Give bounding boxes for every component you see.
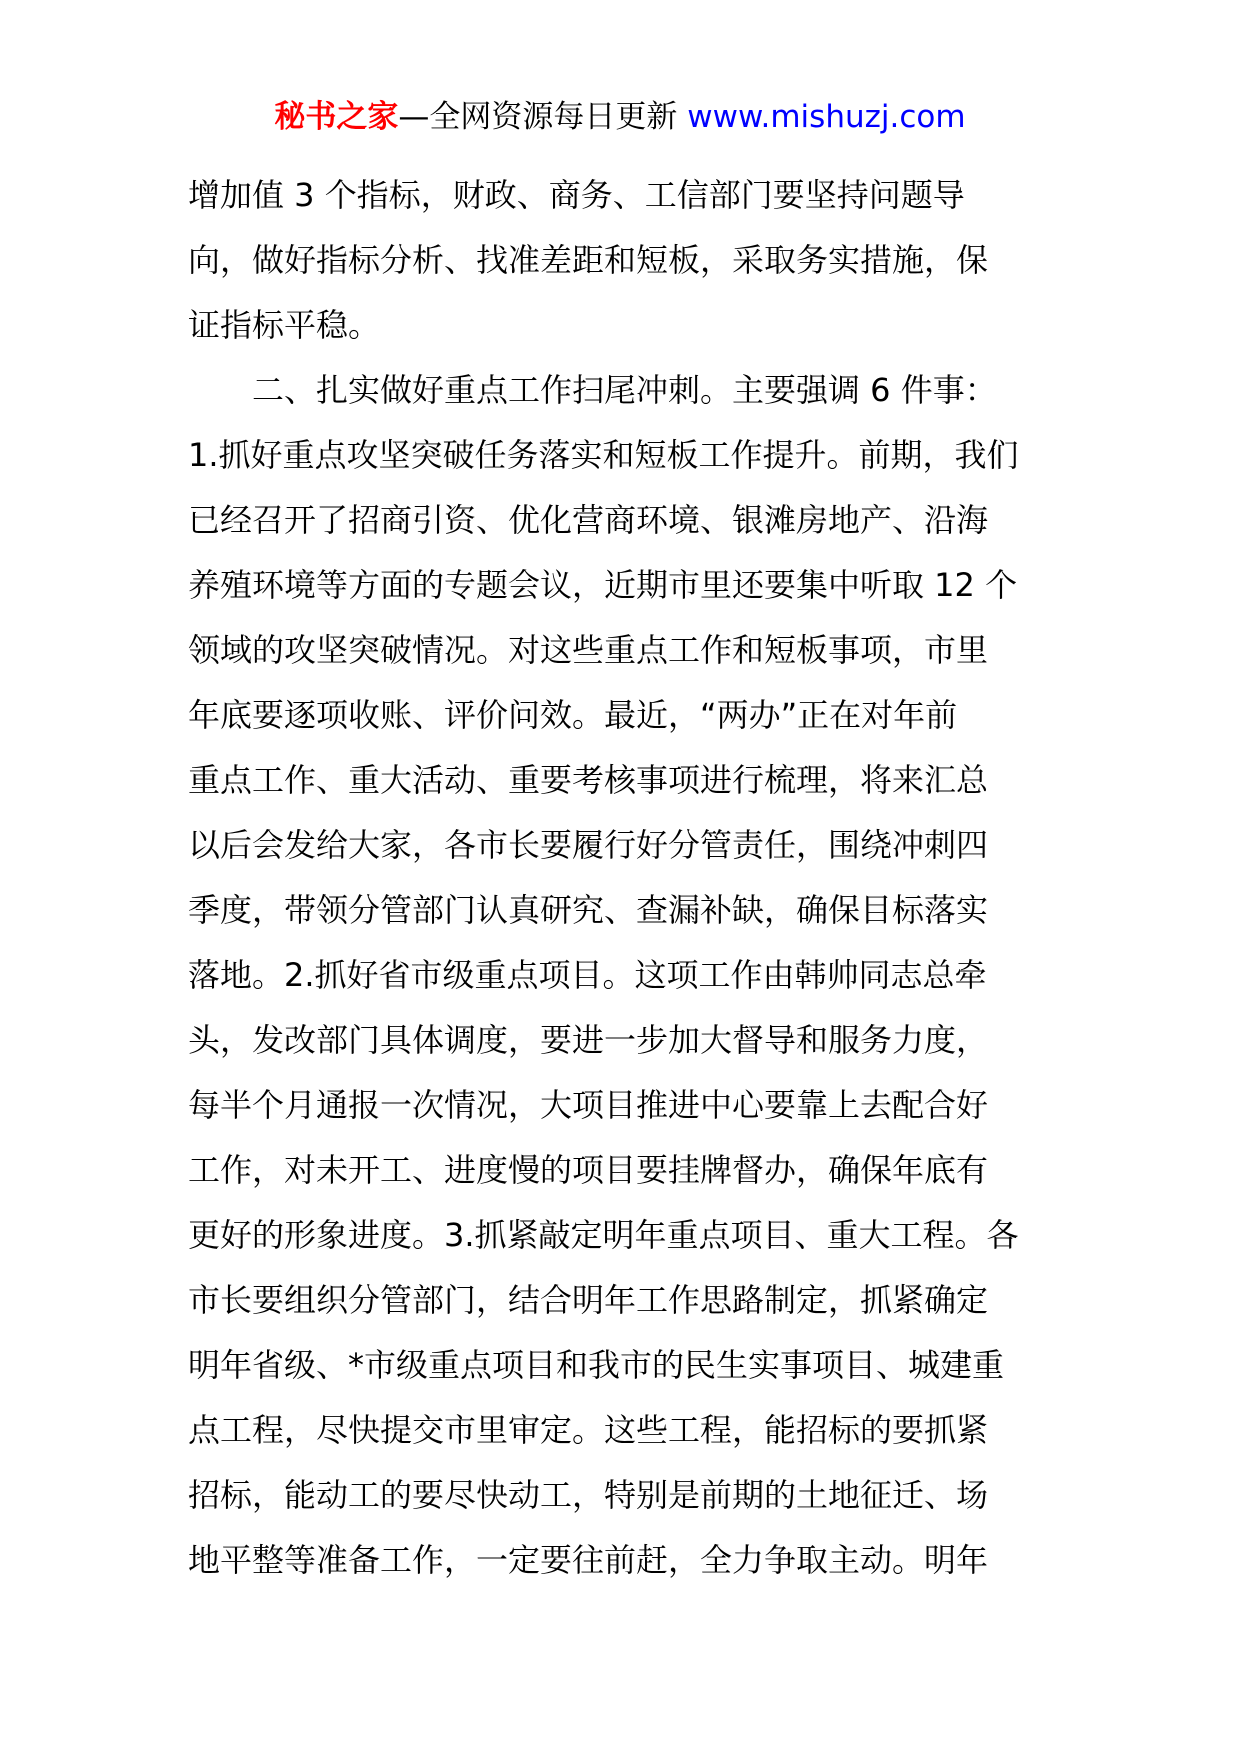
text-line: 落地。2.抓好省市级重点项目。这项工作由韩帅同志总牵 [188, 956, 987, 994]
text-line: 年底要逐项收账、评价问效。最近，“两办”正在对年前 [188, 696, 958, 734]
text-line: 领域的攻坚突破情况。对这些重点工作和短板事项，市里 [188, 631, 989, 669]
text-line: 每半个月通报一次情况，大项目推进中心要靠上去配合好 [188, 1086, 989, 1124]
text-line: 向，做好指标分析、找准差距和短板，采取务实措施，保 [188, 241, 989, 279]
text-line: 重点工作、重大活动、重要考核事项进行梳理，将来汇总 [188, 761, 989, 799]
text-line: 招标，能动工的要尽快动工，特别是前期的土地征迁、场 [188, 1476, 989, 1514]
text-line: 证指标平稳。 [188, 306, 381, 344]
text-line: 增加值 3 个指标，财政、商务、工信部门要坚持问题导 [188, 176, 965, 214]
text-line: 更好的形象进度。3.抓紧敲定明年重点项目、重大工程。各 [188, 1216, 1019, 1254]
header-tagline: —全网资源每日更新 [398, 99, 688, 135]
text-line: 已经召开了招商引资、优化营商环境、银滩房地产、沿海 [188, 501, 989, 539]
text-line: 头，发改部门具体调度，要进一步加大督导和服务力度， [188, 1021, 989, 1059]
text-line: 工作，对未开工、进度慢的项目要挂牌督办，确保年底有 [188, 1151, 989, 1189]
text-line: 季度，带领分管部门认真研究、查漏补缺，确保目标落实 [188, 891, 989, 929]
website-link[interactable]: www.mishuzj.com [687, 99, 966, 135]
text-line: 明年省级、*市级重点项目和我市的民生实事项目、城建重 [188, 1346, 1005, 1384]
text-line: 养殖环境等方面的专题会议，近期市里还要集中听取 12 个 [188, 566, 1018, 604]
text-line: 1.抓好重点攻坚突破任务落实和短板工作提升。前期，我们 [188, 436, 1019, 474]
text-line: 市长要组织分管部门，结合明年工作思路制定，抓紧确定 [188, 1281, 989, 1319]
text-line: 点工程，尽快提交市里审定。这些工程，能招标的要抓紧 [188, 1411, 989, 1449]
brand-name: 秘书之家 [274, 99, 399, 135]
document-body [188, 163, 1058, 1593]
page-header [0, 97, 1240, 137]
text-line: 地平整等准备工作，一定要往前赶，全力争取主动。明年 [188, 1541, 989, 1579]
text-line: 以后会发给大家，各市长要履行好分管责任，围绕冲刺四 [188, 826, 989, 864]
section-heading-line: 二、扎实做好重点工作扫尾冲刺。主要强调 6 件事： [188, 371, 997, 409]
